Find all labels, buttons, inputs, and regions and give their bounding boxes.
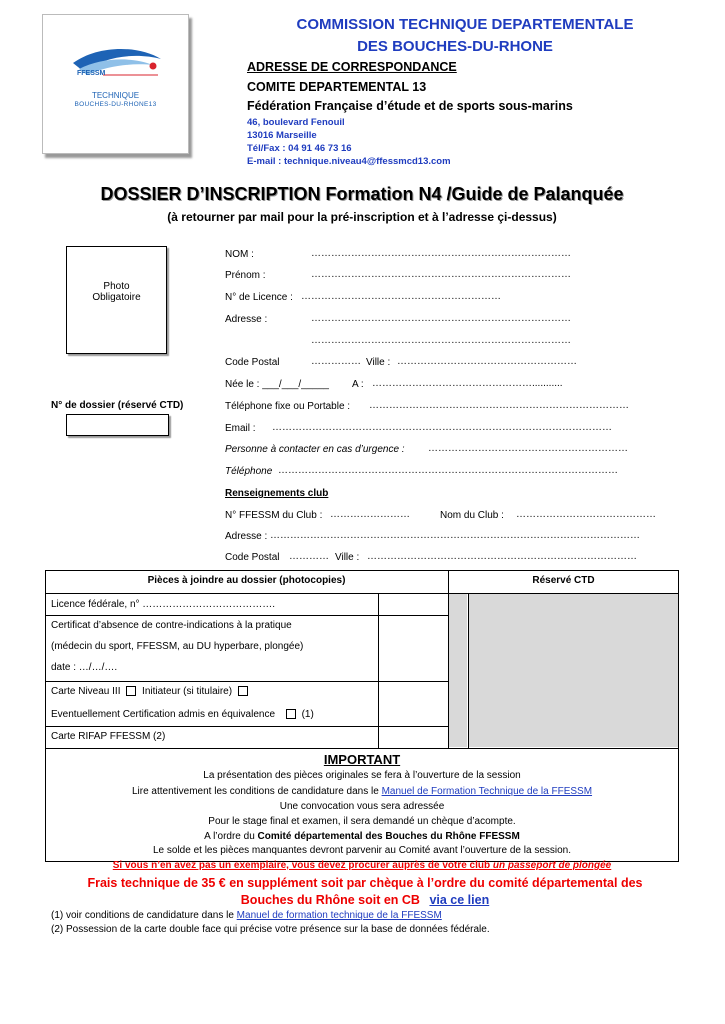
piece-licence: Licence fédérale, n° …………………………………. xyxy=(51,599,276,610)
equivalence-label: Eventuellement Certification admis en équivalence xyxy=(51,709,276,720)
frais-line2 xyxy=(30,893,700,907)
ffessm-club-field[interactable]: …………………… xyxy=(330,509,410,520)
club-cp-field[interactable]: ………… xyxy=(289,551,329,562)
important-line4: Pour le stage final et examen, il sera demandé un chèque d’acompte. xyxy=(208,816,516,827)
piece-carte-niveau-row xyxy=(51,686,251,697)
telephone2-field[interactable]: ………………………………………………………………………………………… xyxy=(278,465,618,476)
urgence-field[interactable]: …………………………………………………… xyxy=(428,443,628,454)
logo-line1: TECHNIQUE xyxy=(91,91,140,100)
committee-name: COMITE DEPARTEMENTAL 13 xyxy=(247,80,427,94)
club-ville-label: Ville : xyxy=(335,552,360,563)
important-line5-bold: Comité départemental des Bouches du Rhône FFESSM xyxy=(257,831,520,842)
frais-line1: Frais technique de 35 € en supplément soit par chèque à l’ordre du comité départemental des xyxy=(87,876,643,890)
nom-field[interactable]: …………………………………………………………………… xyxy=(311,248,571,259)
a-label: A : xyxy=(352,379,364,390)
passeport-suffix: un passeport de plongée xyxy=(492,860,612,871)
logo-line2: BOUCHES-DU-RHONE13 xyxy=(74,101,157,108)
important-line5-prefix: A l’ordre du xyxy=(204,831,255,842)
important-line6: Le solde et les pièces manquantes devront parvenir au Comité avant l’ouverture de la session. xyxy=(152,845,572,856)
carte-niveau-checkbox[interactable] xyxy=(126,686,136,696)
ffessm-logo xyxy=(42,14,189,154)
federation-name: Fédération Française d’étude et de sports sous-marins xyxy=(247,99,573,113)
address-email: E-mail : technique.niveau4@ffessmcd13.com xyxy=(247,156,451,167)
reserved-strip xyxy=(448,593,467,747)
important-line1: La présentation des pièces originales se fera à l’ouverture de la session xyxy=(203,770,521,781)
initiateur-label: Initiateur (si titulaire) xyxy=(142,686,233,697)
dossier-number-label: N° de dossier (réservé CTD) xyxy=(51,400,184,411)
address-street: 46, boulevard Fenouil xyxy=(247,117,345,128)
nom-club-field[interactable]: …………………………………… xyxy=(516,509,656,520)
club-adresse-field[interactable]: ………………………………………………………………………………………………… xyxy=(270,530,640,541)
address-city: 13016 Marseille xyxy=(247,130,317,141)
important-line2-prefix: Lire attentivement les conditions de candidature dans le xyxy=(131,786,379,797)
footnote-1 xyxy=(51,910,442,921)
equivalence-note: (1) xyxy=(301,709,314,720)
address-heading: ADRESSE DE CORRESPONDANCE xyxy=(247,60,457,74)
wave-logo-icon xyxy=(43,15,188,153)
manuel-footnote-link[interactable]: Manuel de formation technique de la FFESSM xyxy=(236,910,442,921)
photo-label-1: Photo xyxy=(103,281,130,292)
initiateur-checkbox[interactable] xyxy=(238,686,248,696)
email-field[interactable]: ………………………………………………………………………………………… xyxy=(272,422,612,433)
piece-certificat-2: (médecin du sport, FFESSM, au DU hyperbare, plongée) xyxy=(51,641,304,652)
piece-certificat-1: Certificat d’absence de contre-indications à la pratique xyxy=(51,620,292,631)
nom-club-label: Nom du Club : xyxy=(440,510,504,521)
piece-certificat-3: date : …/…/…. xyxy=(51,662,118,673)
code-postal-field[interactable]: …………… xyxy=(311,356,361,367)
piece-rifap: Carte RIFAP FFESSM (2) xyxy=(51,731,166,742)
nom-label: NOM : xyxy=(225,249,254,260)
prenom-label: Prénom : xyxy=(225,270,266,281)
adresse-label: Adresse : xyxy=(225,314,268,325)
form-title: DOSSIER D’INSCRIPTION Formation N4 /Guide de Palanquée xyxy=(100,184,624,204)
important-line3: Une convocation vous sera adressée xyxy=(279,801,445,812)
club-ville-field[interactable]: ……………………………………………………………………… xyxy=(367,551,637,562)
paiement-cb-link[interactable]: via ce lien xyxy=(429,893,490,907)
ville-label: Ville : xyxy=(366,357,391,368)
reserved-ctd-area xyxy=(469,593,678,747)
licence-label: N° de Licence : xyxy=(225,292,293,303)
important-line2 xyxy=(45,786,679,797)
urgence-label: Personne à contacter en cas d’urgence : xyxy=(225,444,405,455)
telephone-field[interactable]: …………………………………………………………………… xyxy=(369,400,629,411)
footnote-2: (2) Possession de la carte double face qui précise votre présence sur la base de données fédérale. xyxy=(51,924,490,935)
frais-line2-text: Bouches du Rhône soit en CB xyxy=(240,893,420,907)
prenom-field[interactable]: …………………………………………………………………… xyxy=(311,269,571,280)
club-heading: Renseignements club xyxy=(225,488,329,499)
photo-label-2: Obligatoire xyxy=(92,292,141,303)
passeport-prefix: Si vous n’en avez pas un exemplaire, vous devez procurer auprès de votre club xyxy=(112,860,491,871)
manuel-link[interactable]: Manuel de Formation Technique de la FFESSM xyxy=(381,786,593,797)
club-adresse-label: Adresse : xyxy=(225,531,268,542)
adresse-field-1[interactable]: …………………………………………………………………… xyxy=(311,313,571,324)
header-title-line1: COMMISSION TECHNIQUE DEPARTEMENTALE xyxy=(296,16,634,33)
header-title-line2: DES BOUCHES-DU-RHONE xyxy=(357,38,553,55)
ville-field[interactable]: ……………………………………………… xyxy=(397,356,577,367)
form-subtitle: (à retourner par mail pour la pré-inscription et à l’adresse çi-dessus) xyxy=(167,210,557,224)
lieu-naissance-field[interactable]: …………………………………………........... xyxy=(372,378,563,389)
telephone-label: Téléphone fixe ou Portable : xyxy=(225,401,351,412)
dossier-number-field[interactable] xyxy=(66,414,169,436)
important-heading: IMPORTANT xyxy=(323,752,401,767)
email-label: Email : xyxy=(225,423,256,434)
ffessm-club-label: N° FFESSM du Club : xyxy=(225,510,323,521)
piece-equivalence-row xyxy=(51,709,314,720)
licence-field[interactable]: …………………………………………………… xyxy=(301,291,501,302)
passeport-notice xyxy=(45,860,679,871)
adresse-field-2[interactable]: …………………………………………………………………… xyxy=(311,335,571,346)
logo-brand: FFESSM xyxy=(77,70,106,77)
reserve-ctd-header: Réservé CTD xyxy=(532,575,595,586)
telephone2-label: Téléphone xyxy=(225,466,273,477)
nee-le-label: Née le : ___/___/_____ xyxy=(225,379,329,390)
pieces-header: Pièces à joindre au dossier (photocopies) xyxy=(147,575,346,586)
address-phone: Tél/Fax : 04 91 46 73 16 xyxy=(247,143,352,154)
footnote-1-prefix: (1) voir conditions de candidature dans le xyxy=(51,910,234,921)
equivalence-checkbox[interactable] xyxy=(286,709,296,719)
code-postal-label: Code Postal xyxy=(225,357,280,368)
club-cp-label: Code Postal xyxy=(225,552,280,563)
carte-niveau-label: Carte Niveau III xyxy=(51,686,121,697)
photo-box[interactable] xyxy=(66,246,167,354)
important-line5 xyxy=(45,831,679,842)
